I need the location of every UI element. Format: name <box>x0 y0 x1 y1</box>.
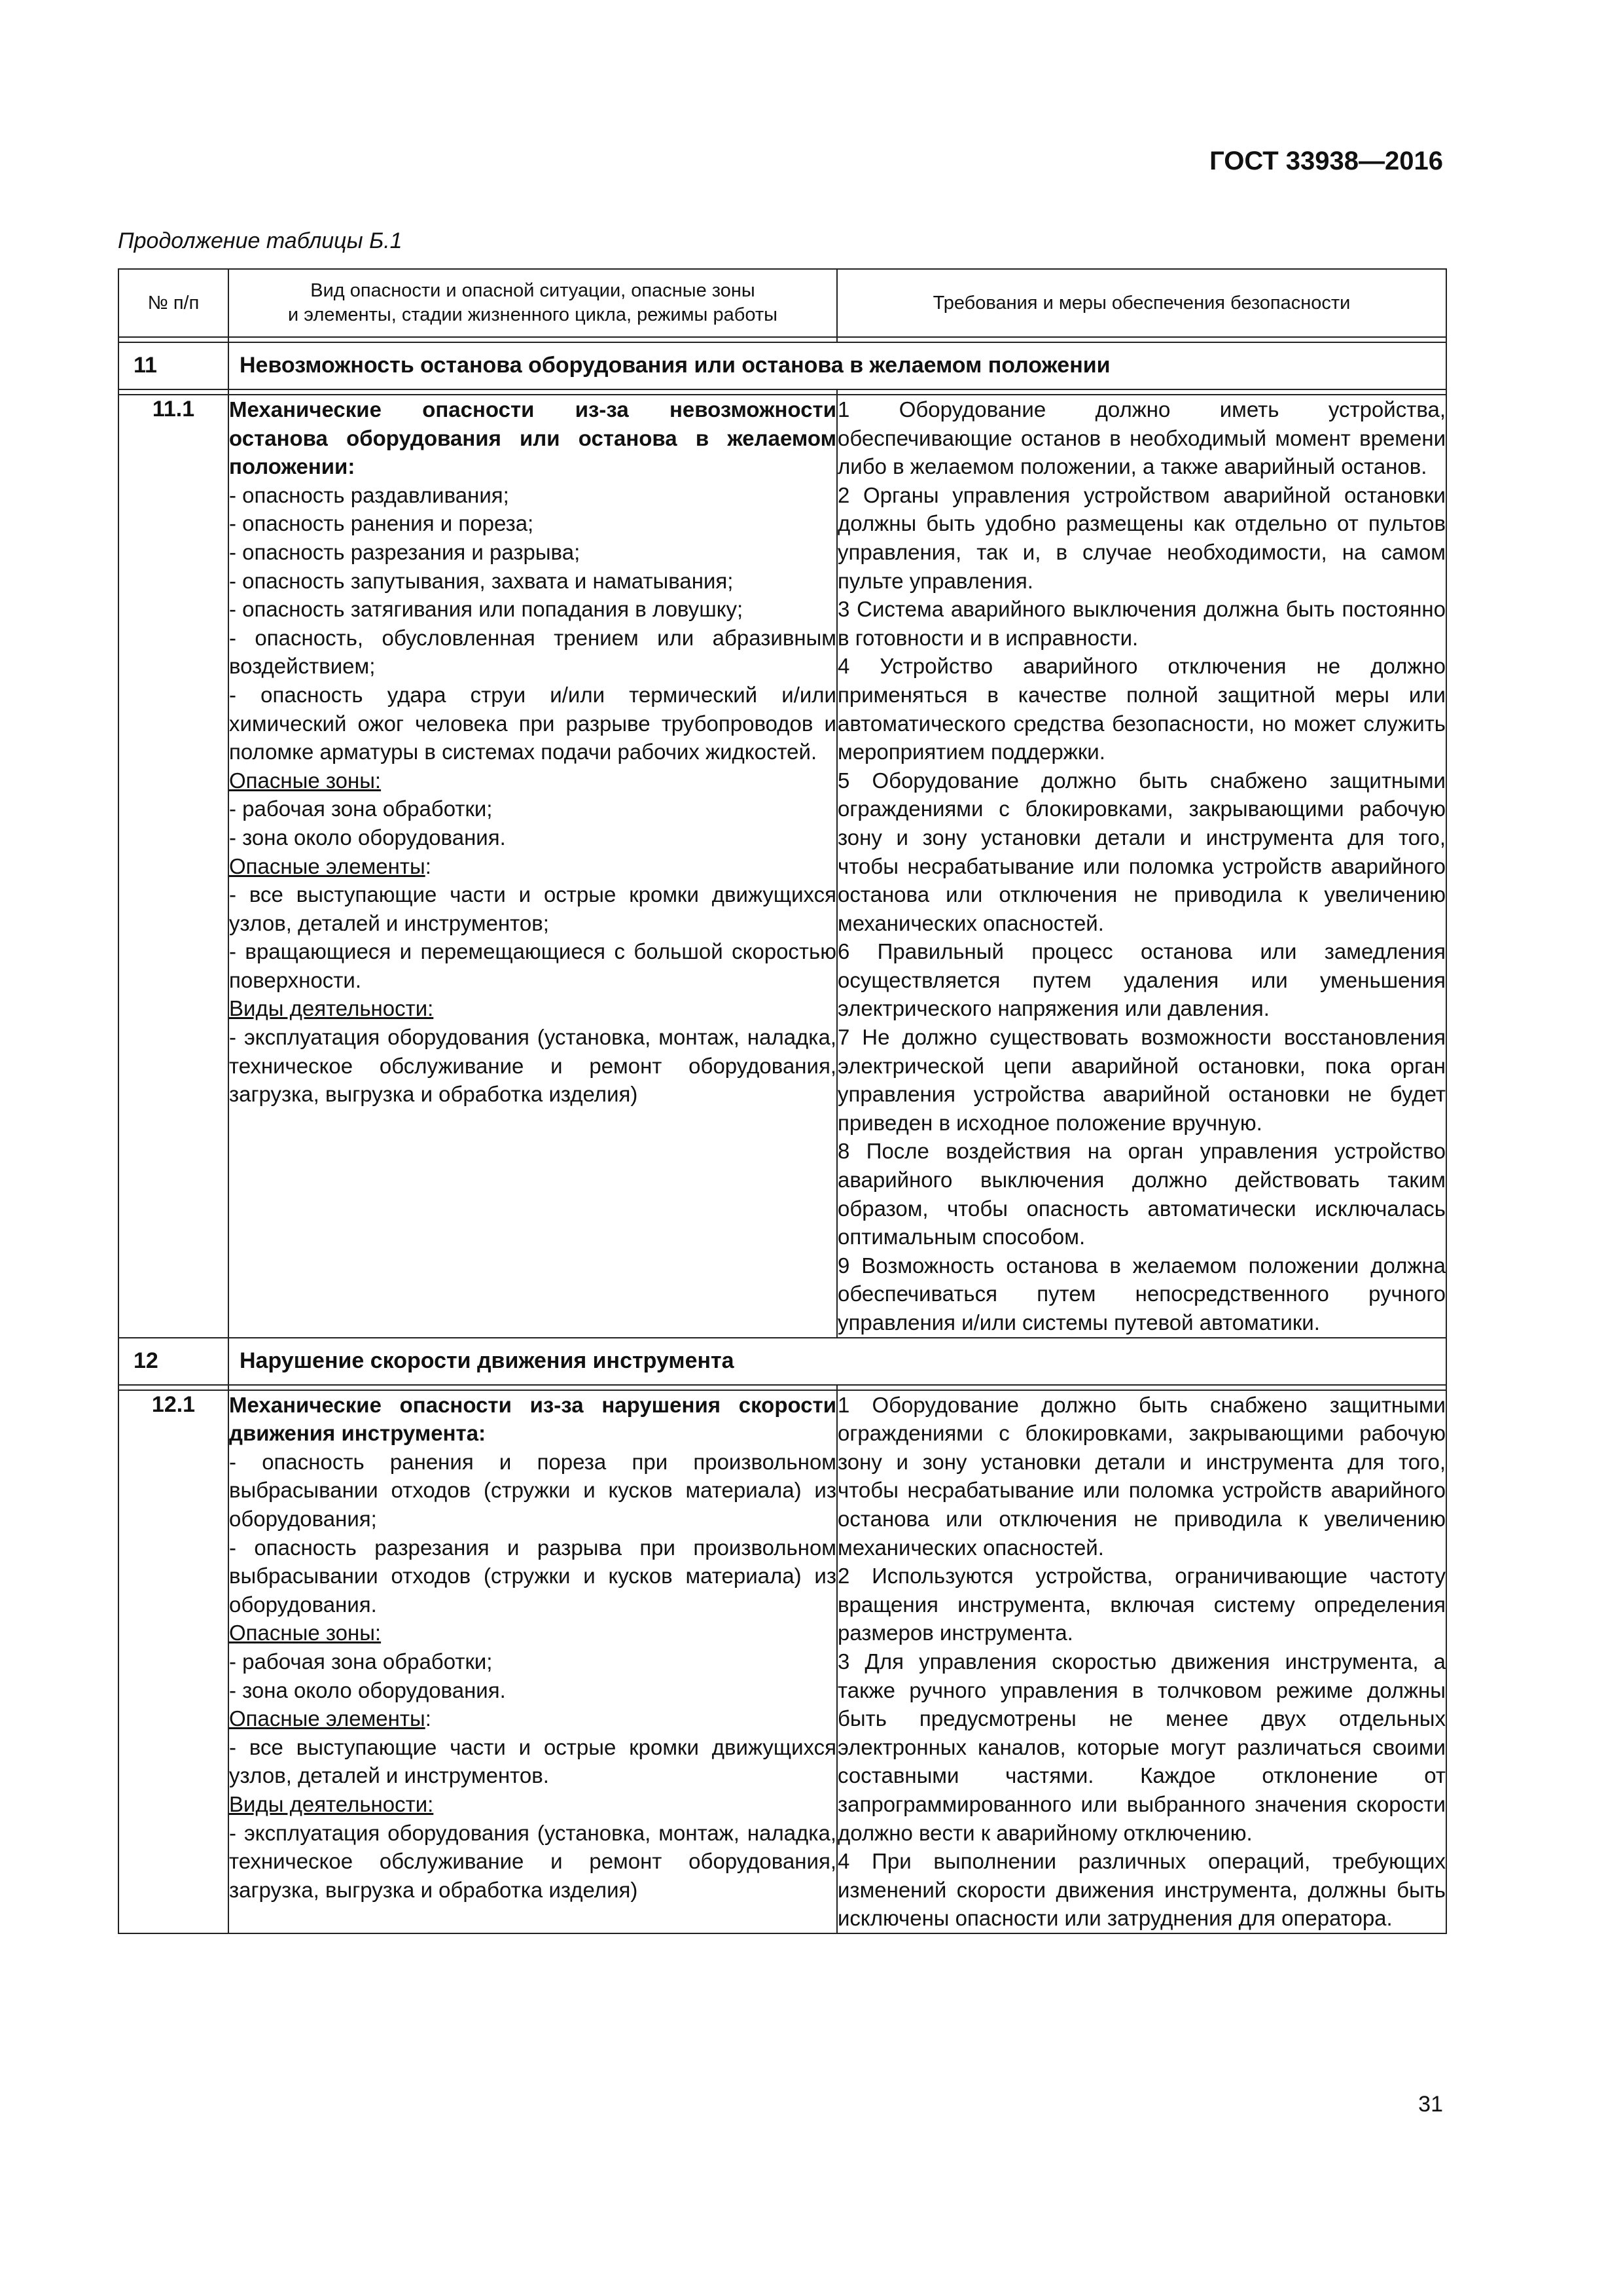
hazard-table <box>118 268 1447 1934</box>
hazard-item: - опасность удара струи и/или термический и/или химический ожог человека при разрыве трубопроводов и поломке арматуры в системах подачи рабочих жидкостей. <box>229 682 836 764</box>
requirement-item: 2 Используются устройства, ограничивающие частоту вращения инструмента, включая систему определения размеров инструмента. <box>838 1564 1446 1645</box>
activities-label: Виды деятельности: <box>229 1791 434 1816</box>
hazard-item: - опасность раздавливания; <box>229 482 509 507</box>
requirement-item: 4 Устройство аварийного отключения не должно применяться в качестве полной защитной меры или автоматического средства безопасности, но может служить мероприятием поддержки. <box>838 654 1446 764</box>
section-number: 12 <box>118 1338 228 1385</box>
activities-text: - эксплуатация оборудования (установка, монтаж, наладка, техническое обслуживание и ремонт оборудования, загрузка, выгрузка и обработка изделия) <box>229 1820 836 1902</box>
header-separator-row <box>118 337 1446 342</box>
zone-item: - зона около оборудования. <box>229 825 506 850</box>
zones-label: Опасные зоны: <box>229 768 382 793</box>
section-title: Нарушение скорости движения инструмента <box>228 1338 1446 1385</box>
hazard-description: Механические опасности из-за нарушения скорости движения инструмента: - опасность ранения и пореза при произвольном выбрасывании отходов (стружки и кусков материала) из оборудования; - опасность разрезания и разрыва при произвольном выбрасывании отходов (стружки и кусков материала) из оборудования. Опасные зоны: - рабочая зона обработки; - зона около оборудования. Опасные элементы: - все выступающие части и острые кромки движущихся узлов, деталей и инструментов. Виды деятельности: - эксплуатация оборудования (установка, монтаж, наладка, техническое обслуживание и ремонт оборудования, загрузка, выгрузка и обработка изделия) <box>228 1390 837 1933</box>
section-separator-row <box>118 1385 1446 1390</box>
section-title: Невозможность останова оборудования или останова в желаемом положении <box>228 342 1446 389</box>
section-row <box>118 1338 1446 1385</box>
column-header-number: № п/п <box>118 269 228 337</box>
hazard-title: Механические опасности из-за невозможности останова оборудования или останова в желаемом положении: <box>229 397 836 479</box>
hazard-item: - опасность ранения и пореза при произвольном выбрасывании отходов (стружки и кусков материала) из оборудования; <box>229 1449 836 1531</box>
requirement-item: 1 Оборудование должно быть снабжено защитными ограждениями с блокировками, закрывающими рабочую зону и зону установки детали и инструмента для того, чтобы несрабатывание или поломка устройств аварийного останова или отключения не приводила к увеличению механических опасностей. <box>838 1392 1446 1560</box>
column-header-requirements: Требования и меры обеспечения безопасности <box>837 269 1446 337</box>
section-number: 11 <box>118 342 228 389</box>
hazard-item: - опасность ранения и пореза; <box>229 511 534 536</box>
element-item: - все выступающие части и острые кромки движущихся узлов, деталей и инструментов; <box>229 882 836 935</box>
column-header-hazard-line-1: Вид опасности и опасной ситуации, опасные зоны <box>310 280 755 301</box>
requirement-item: 5 Оборудование должно быть снабжено защитными ограждениями с блокировками, закрывающими рабочую зону и зону установки детали и инструмента для того, чтобы несрабатывание или поломка устройств аварийного останова или отключения не приводила к увеличению механических опасностей. <box>838 768 1446 935</box>
requirement-item: 7 Не должно существовать возможности восстановления электрической цепи аварийной остановки, пока орган управления устройства аварийной остановки не будет приведен в исходное положение вручную. <box>838 1025 1446 1135</box>
zones-label: Опасные зоны: <box>229 1621 382 1645</box>
hazard-item: - опасность разрезания и разрыва; <box>229 539 580 564</box>
activities-label: Виды деятельности: <box>229 996 434 1021</box>
column-header-hazard <box>228 269 837 337</box>
requirement-item: 8 После воздействия на орган управления устройство аварийного выключения должно действовать таким образом, чтобы опасность автоматически исключалась оптимальным способом. <box>838 1139 1446 1249</box>
hazard-description: Механические опасности из-за невозможности останова оборудования или останова в желаемом положении: - опасность раздавливания; - опасность ранения и пореза; - опасность разрезания и разрыва; - опасность запутывания, захвата и наматывания; - опасность затягивания или попадания в ловушку; - опасность, обусловленная трением или абразивным воздействием; - опасность удара струи и/или термический и/или химический ожог человека при разрыве трубопроводов и поломке арматуры в системах подачи рабочих жидкостей. Опасные зоны: - рабочая зона обработки; - зона около оборудования. Опасные элементы: - все выступающие части и острые кромки движущихся узлов, деталей и инструментов; - вращающиеся и перемещающиеся с большой скоростью поверхности. Виды деятельности: - эксплуатация оборудования (установка, монтаж, наладка, техническое обслуживание и ремонт оборудования, загрузка, выгрузка и обработка изделия) <box>228 395 837 1338</box>
requirements-cell <box>837 1390 1446 1933</box>
requirement-item: 1 Оборудование должно иметь устройства, обеспечивающие останов в необходимый момент времени либо в желаемом положении, а также аварийный останов. <box>838 397 1446 479</box>
zone-item: - зона около оборудования. <box>229 1677 506 1702</box>
hazard-item: - опасность затягивания или попадания в ловушку; <box>229 597 743 622</box>
activities-text: - эксплуатация оборудования (установка, монтаж, наладка, техническое обслуживание и ремонт оборудования, загрузка, выгрузка и обработка изделия) <box>229 1025 836 1107</box>
column-header-hazard-line-2: и элементы, стадии жизненного цикла, режимы работы <box>288 304 777 325</box>
hazard-item: - опасность разрезания и разрыва при произвольном выбрасывании отходов (стружки и кусков материала) из оборудования. <box>229 1535 836 1617</box>
section-row <box>118 342 1446 389</box>
hazard-item: - опасность запутывания, захвата и наматывания; <box>229 568 734 593</box>
elements-label: Опасные элементы <box>229 1706 425 1731</box>
requirement-item: 3 Для управления скоростью движения инструмента, а также ручного управления в толчковом режиме должны быть предусмотрены не менее двух отдельных электронных каналов, которые могут различаться своими составными частями. Каждое отклонение от запрограммированного или выбранного значения скорости должно вести к аварийному отключению. <box>838 1649 1446 1845</box>
requirement-item: 3 Система аварийного выключения должна быть постоянно в готовности и в исправности. <box>838 597 1446 650</box>
table-row <box>118 395 1446 1338</box>
table-caption: Продолжение таблицы Б.1 <box>118 228 402 253</box>
row-number: 11.1 <box>118 395 228 1338</box>
page-number: 31 <box>1418 2092 1443 2117</box>
hazard-item: - опасность, обусловленная трением или абразивным воздействием; <box>229 625 836 679</box>
standard-designation: ГОСТ 33938—2016 <box>1209 147 1443 175</box>
requirement-item: 4 При выполнении различных операций, требующих изменений скорости движения инструмента, должны быть исключены опасности или затруднения для оператора. <box>838 1849 1446 1931</box>
elements-label: Опасные элементы <box>229 853 425 878</box>
zone-item: - рабочая зона обработки; <box>229 1649 493 1674</box>
requirement-item: 6 Правильный процесс останова или замедления осуществляется путем удаления или уменьшения электрического напряжения или давления. <box>838 939 1446 1021</box>
hazard-title: Механические опасности из-за нарушения скорости движения инструмента: <box>229 1392 836 1446</box>
element-item: - все выступающие части и острые кромки движущихся узлов, деталей и инструментов. <box>229 1734 836 1788</box>
requirements-cell <box>837 395 1446 1338</box>
table-header-row <box>118 269 1446 337</box>
requirement-item: 9 Возможность останова в желаемом положении должна обеспечиваться путем непосредственного ручного управления и/или системы путевой автоматики. <box>838 1253 1446 1335</box>
row-number: 12.1 <box>118 1390 228 1933</box>
section-separator-row <box>118 389 1446 395</box>
table-row <box>118 1390 1446 1933</box>
element-item: - вращающиеся и перемещающиеся с большой скоростью поверхности. <box>229 939 836 992</box>
requirement-item: 2 Органы управления устройством аварийной остановки должны быть удобно размещены как отдельно от пультов управления, так и, в случае необходимости, на самом пульте управления. <box>838 482 1446 593</box>
zone-item: - рабочая зона обработки; <box>229 797 493 821</box>
